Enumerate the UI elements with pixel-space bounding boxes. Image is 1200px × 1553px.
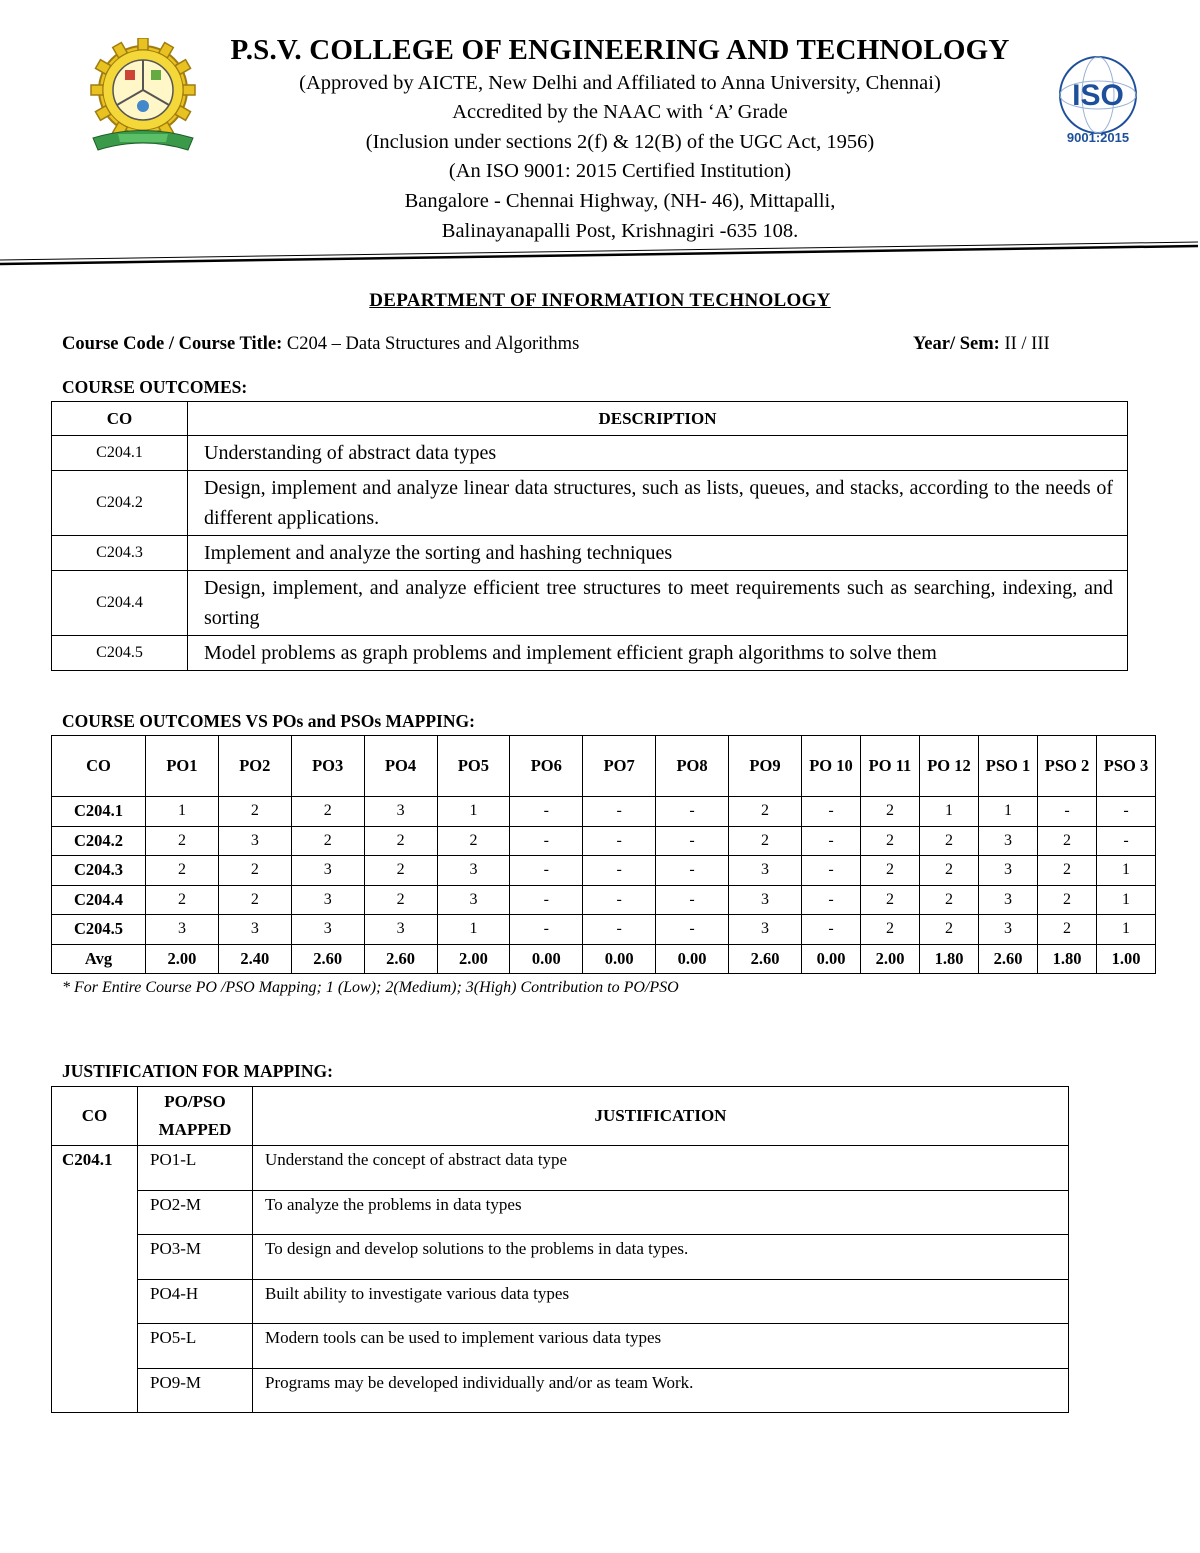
avg-value: 2.60: [364, 944, 437, 974]
mapping-value: -: [510, 915, 583, 945]
co-code: C204.3: [52, 536, 188, 571]
mapping-value: 3: [729, 856, 802, 886]
mapping-value: 2: [861, 826, 920, 856]
mapping-value: 3: [437, 856, 510, 886]
mapping-value: 2: [920, 885, 979, 915]
mapping-value: -: [510, 885, 583, 915]
co-code: C204.4: [52, 571, 188, 636]
mapping-value: -: [656, 856, 729, 886]
mapping-value: 2: [218, 856, 291, 886]
justification-table: [51, 1086, 1069, 1413]
mapping-value: 3: [364, 797, 437, 827]
year-sem-info: [913, 334, 1050, 355]
po-mapped: PO1-L: [138, 1146, 253, 1191]
header-cell: PO3: [291, 736, 364, 797]
mapping-note: * For Entire Course PO /PSO Mapping; 1 (Low); 2(Medium); 3(High) Contribution to PO/PSO: [62, 979, 679, 996]
mapping-value: 3: [979, 885, 1038, 915]
avg-value: 2.00: [437, 944, 510, 974]
mapping-value: 1: [146, 797, 219, 827]
avg-value: 2.00: [146, 944, 219, 974]
po-mapped: PO3-M: [138, 1235, 253, 1280]
avg-value: 2.00: [861, 944, 920, 974]
table-row: [52, 826, 1156, 856]
avg-value: 2.60: [291, 944, 364, 974]
header-cell: PO5: [437, 736, 510, 797]
header-cell: PO7: [583, 736, 656, 797]
mapping-value: 3: [979, 826, 1038, 856]
header-cell: PO6: [510, 736, 583, 797]
po-mapped: PO5-L: [138, 1324, 253, 1369]
table-header-row: [52, 402, 1128, 436]
header-cell: PO 12: [920, 736, 979, 797]
mapping-value: -: [583, 856, 656, 886]
co-description: Understanding of abstract data types: [188, 436, 1128, 471]
header-cell: PSO 3: [1097, 736, 1156, 797]
co-code: C204.1: [52, 797, 146, 827]
mapping-value: 2: [920, 856, 979, 886]
co-code: C204.1: [52, 436, 188, 471]
co-code: C204.2: [52, 826, 146, 856]
mapping-value: 3: [291, 856, 364, 886]
table-row: [52, 436, 1128, 471]
mapping-value: 3: [146, 915, 219, 945]
mapping-value: 2: [920, 915, 979, 945]
table-row: [52, 797, 1156, 827]
header-cell: PSO 1: [979, 736, 1038, 797]
mapping-value: 2: [920, 826, 979, 856]
header-cell: PO4: [364, 736, 437, 797]
table-row: [52, 1279, 1069, 1324]
mapping-value: -: [656, 826, 729, 856]
mapping-value: 1: [1097, 885, 1156, 915]
avg-value: 0.00: [510, 944, 583, 974]
course-outcomes-heading: COURSE OUTCOMES:: [62, 377, 248, 397]
col-description: DESCRIPTION: [188, 402, 1128, 436]
mapping-value: 3: [437, 885, 510, 915]
mapping-value: 3: [729, 885, 802, 915]
table-row: [52, 1146, 1069, 1191]
header-line-address1: Bangalore - Chennai Highway, (NH- 46), Mittapalli,: [404, 190, 836, 212]
header-line-ugc: (Inclusion under sections 2(f) & 12(B) of the UGC Act, 1956): [365, 131, 875, 153]
mapping-value: -: [1038, 797, 1097, 827]
mapping-value: 2: [861, 797, 920, 827]
avg-value: 0.00: [656, 944, 729, 974]
mapping-value: -: [802, 915, 861, 945]
mapping-value: -: [583, 885, 656, 915]
mapping-value: 3: [364, 915, 437, 945]
mapping-value: 2: [364, 885, 437, 915]
justification-text: Programs may be developed individually and/or as team Work.: [253, 1368, 1069, 1413]
svg-text:9001:2015: 9001:2015: [1066, 130, 1130, 145]
header-line-naac: Accredited by the NAAC with ‘A’ Grade: [452, 101, 788, 123]
mapping-value: 2: [146, 885, 219, 915]
col-justification: JUSTIFICATION: [253, 1087, 1069, 1146]
mapping-value: 3: [291, 915, 364, 945]
po-mapped: PO9-M: [138, 1368, 253, 1413]
header-cell: PO9: [729, 736, 802, 797]
header-cell: PO8: [656, 736, 729, 797]
justification-text: Modern tools can be used to implement various data types: [253, 1324, 1069, 1369]
table-row: [52, 1324, 1069, 1369]
mapping-value: 1: [1097, 856, 1156, 886]
table-row: [52, 471, 1128, 536]
mapping-value: 2: [364, 856, 437, 886]
mapping-value: 1: [1097, 915, 1156, 945]
avg-value: 1.00: [1097, 944, 1156, 974]
co-code: C204.5: [52, 915, 146, 945]
year-label: Year/ Sem:: [913, 334, 1000, 354]
table-row: [52, 536, 1128, 571]
mapping-value: 3: [218, 826, 291, 856]
header-cell: CO: [52, 736, 146, 797]
co-description: Model problems as graph problems and implement efficient graph algorithms to solve them: [188, 636, 1128, 671]
course-label: Course Code / Course Title:: [62, 334, 283, 354]
header-cell: PO2: [218, 736, 291, 797]
mapping-value: 3: [218, 915, 291, 945]
mapping-value: 2: [364, 826, 437, 856]
avg-value: 2.40: [218, 944, 291, 974]
mapping-value: 2: [1038, 915, 1097, 945]
mapping-value: 2: [861, 915, 920, 945]
college-name: P.S.V. COLLEGE OF ENGINEERING AND TECHNOLOGY: [230, 34, 1010, 66]
mapping-value: -: [656, 797, 729, 827]
mapping-value: 2: [729, 826, 802, 856]
mapping-value: 2: [291, 826, 364, 856]
table-header-row: [52, 1087, 1069, 1146]
avg-value: 1.80: [920, 944, 979, 974]
po-pso-mapping-table: [51, 735, 1156, 974]
table-row: [52, 636, 1128, 671]
justification-text: To analyze the problems in data types: [253, 1190, 1069, 1235]
mapping-value: -: [510, 856, 583, 886]
mapping-value: 3: [291, 885, 364, 915]
mapping-value: 3: [729, 915, 802, 945]
po-mapped: PO4-H: [138, 1279, 253, 1324]
co-code: C204.5: [52, 636, 188, 671]
mapping-value: 2: [861, 856, 920, 886]
mapping-value: 1: [979, 797, 1038, 827]
avg-label: Avg: [52, 944, 146, 974]
justification-text: To design and develop solutions to the problems in data types.: [253, 1235, 1069, 1280]
col-co: CO: [52, 402, 188, 436]
mapping-value: -: [583, 915, 656, 945]
mapping-value: -: [656, 885, 729, 915]
avg-value: 2.60: [729, 944, 802, 974]
mapping-value: -: [802, 826, 861, 856]
department-title: DEPARTMENT OF INFORMATION TECHNOLOGY: [369, 290, 831, 311]
average-row: [52, 944, 1156, 974]
po-mapped: PO2-M: [138, 1190, 253, 1235]
justification-heading: JUSTIFICATION FOR MAPPING:: [62, 1061, 333, 1081]
avg-value: 2.60: [979, 944, 1038, 974]
mapping-value: 2: [1038, 826, 1097, 856]
mapping-value: 2: [1038, 885, 1097, 915]
co-code: C204.3: [52, 856, 146, 886]
col-co: CO: [52, 1087, 138, 1146]
header-cell: PSO 2: [1038, 736, 1097, 797]
avg-value: 1.80: [1038, 944, 1097, 974]
course-outcomes-table: [51, 401, 1128, 671]
mapping-value: -: [1097, 797, 1156, 827]
mapping-value: 2: [437, 826, 510, 856]
mapping-value: 1: [920, 797, 979, 827]
avg-value: 0.00: [802, 944, 861, 974]
course-info: [62, 334, 579, 355]
mapping-value: 3: [979, 856, 1038, 886]
mapping-value: 2: [291, 797, 364, 827]
co-description: Design, implement and analyze linear data structures, such as lists, queues, and stacks, according to the needs of different applications.: [188, 471, 1128, 536]
table-row: [52, 1190, 1069, 1235]
co-code: C204.1: [52, 1146, 138, 1413]
mapping-value: -: [1097, 826, 1156, 856]
mapping-value: 1: [437, 915, 510, 945]
co-description: Design, implement, and analyze efficient tree structures to meet requirements such as searching, indexing, and sorting: [188, 571, 1128, 636]
col-po-pso-mapped: PO/PSO MAPPED: [138, 1087, 253, 1146]
mapping-value: 2: [218, 885, 291, 915]
header-cell: PO 10: [802, 736, 861, 797]
mapping-value: -: [802, 856, 861, 886]
svg-text:ISO: ISO: [1072, 79, 1124, 112]
mapping-value: 2: [218, 797, 291, 827]
mapping-body: [52, 797, 1156, 974]
co-description: Implement and analyze the sorting and hashing techniques: [188, 536, 1128, 571]
header-cell: PO1: [146, 736, 219, 797]
mapping-value: 2: [729, 797, 802, 827]
co-code: C204.4: [52, 885, 146, 915]
table-row: [52, 885, 1156, 915]
mapping-heading: COURSE OUTCOMES VS POs and PSOs MAPPING:: [62, 711, 475, 731]
mapping-value: -: [510, 826, 583, 856]
header-line-address2: Balinayanapalli Post, Krishnagiri -635 108.: [441, 220, 799, 242]
header-line-iso: (An ISO 9001: 2015 Certified Institution): [448, 160, 792, 182]
mapping-value: 2: [146, 856, 219, 886]
header-divider: [0, 238, 1200, 268]
table-row: [52, 915, 1156, 945]
mapping-value: 1: [437, 797, 510, 827]
mapping-value: 2: [1038, 856, 1097, 886]
table-row: [52, 1368, 1069, 1413]
mapping-value: -: [510, 797, 583, 827]
mapping-value: -: [802, 797, 861, 827]
mapping-value: -: [583, 797, 656, 827]
header-cell: PO 11: [861, 736, 920, 797]
table-header-row: [52, 736, 1156, 797]
co-code: C204.2: [52, 471, 188, 536]
year-value: II / III: [1004, 334, 1050, 354]
mapping-value: 2: [146, 826, 219, 856]
course-value: C204 – Data Structures and Algorithms: [286, 334, 580, 354]
justification-body: [52, 1146, 1069, 1413]
justification-text: Understand the concept of abstract data type: [253, 1146, 1069, 1191]
mapping-value: 2: [861, 885, 920, 915]
header-line-approval: (Approved by AICTE, New Delhi and Affiliated to Anna University, Chennai): [299, 72, 941, 94]
table-row: [52, 856, 1156, 886]
table-row: [52, 1235, 1069, 1280]
mapping-value: -: [802, 885, 861, 915]
avg-value: 0.00: [583, 944, 656, 974]
justification-text: Built ability to investigate various data types: [253, 1279, 1069, 1324]
mapping-value: 3: [979, 915, 1038, 945]
mapping-value: -: [656, 915, 729, 945]
mapping-value: -: [583, 826, 656, 856]
table-row: [52, 571, 1128, 636]
